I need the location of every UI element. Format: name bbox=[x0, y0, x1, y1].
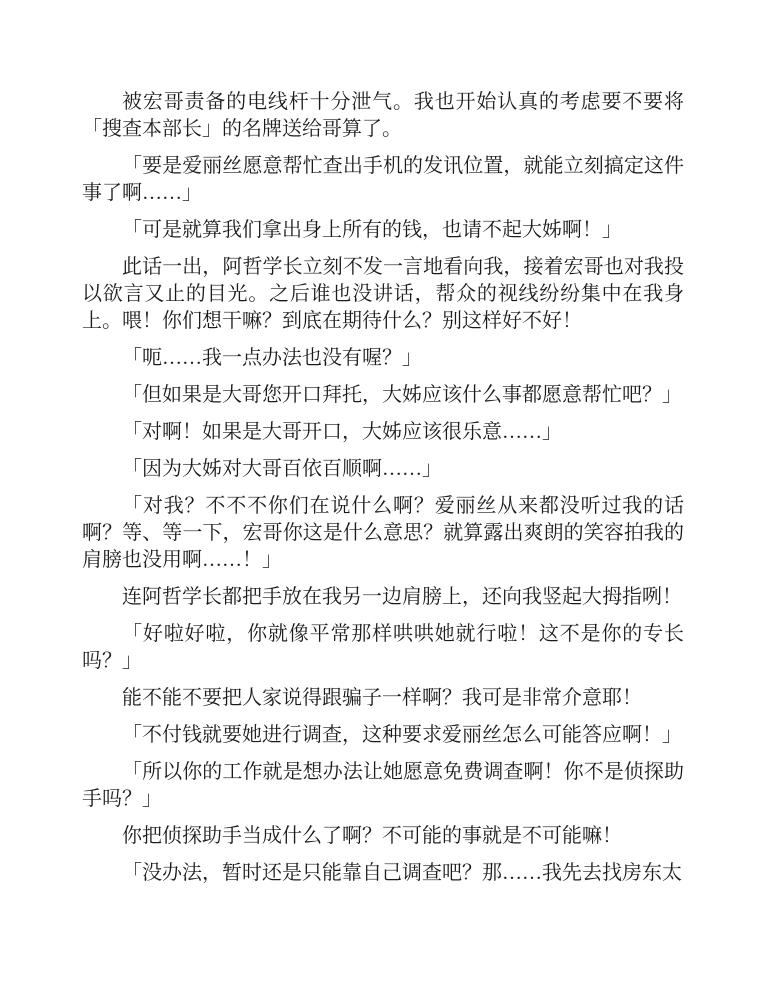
paragraph: 「对我？不不不你们在说什么啊？爱丽丝从来都没听过我的话啊？等、等一下，宏哥你这是什么意思？就算露出爽朗的笑容拍我的肩膀也没用啊……！」 bbox=[82, 495, 684, 571]
paragraph: 「不付钱就要她进行调查，这种要求爱丽丝怎么可能答应啊！」 bbox=[122, 724, 682, 746]
paragraph: 「可是就算我们拿出身上所有的钱，也请不起大姊啊！」 bbox=[122, 219, 622, 241]
paragraph: 「要是爱丽丝愿意帮忙查出手机的发讯位置，就能立刻搞定这件事了啊……」 bbox=[82, 155, 684, 204]
paragraph: 被宏哥责备的电线杆十分泄气。我也开始认真的考虑要不要将「搜查本部长」的名牌送给哥算了。 bbox=[82, 91, 684, 140]
paragraph: 连阿哲学长都把手放在我另一边肩膀上，还向我竖起大拇指咧！ bbox=[122, 586, 682, 608]
paragraph: 「所以你的工作就是想办法让她愿意免费调查啊！你不是侦探助手吗？」 bbox=[82, 761, 684, 810]
paragraph: 「对啊！如果是大哥开口，大姊应该很乐意……」 bbox=[122, 421, 562, 443]
paragraph: 「因为大姊对大哥百依百顺啊……」 bbox=[122, 458, 442, 480]
paragraph: 「呃……我一点办法也没有喔？」 bbox=[122, 347, 422, 369]
page-text bbox=[82, 89, 684, 897]
paragraph: 能不能不要把人家说得跟骗子一样啊？我可是非常介意耶！ bbox=[122, 687, 642, 709]
paragraph: 你把侦探助手当成什么了啊？不可能的事就是不可能嘛！ bbox=[122, 825, 622, 847]
paragraph: 「好啦好啦，你就像平常那样哄哄她就行啦！这不是你的专长吗？」 bbox=[82, 623, 684, 672]
paragraph: 此话一出，阿哲学长立刻不发一言地看向我，接着宏哥也对我投以欲言又止的目光。之后谁也没讲话，帮众的视线纷纷集中在我身上。喂！你们想干嘛？到底在期待什么？别这样好不好！ bbox=[82, 256, 684, 332]
paragraph: 「但如果是大哥您开口拜托，大姊应该什么事都愿意帮忙吧？」 bbox=[122, 384, 682, 406]
paragraph: 「没办法，暂时还是只能靠自己调查吧？那……我先去找房东太 bbox=[122, 862, 682, 884]
